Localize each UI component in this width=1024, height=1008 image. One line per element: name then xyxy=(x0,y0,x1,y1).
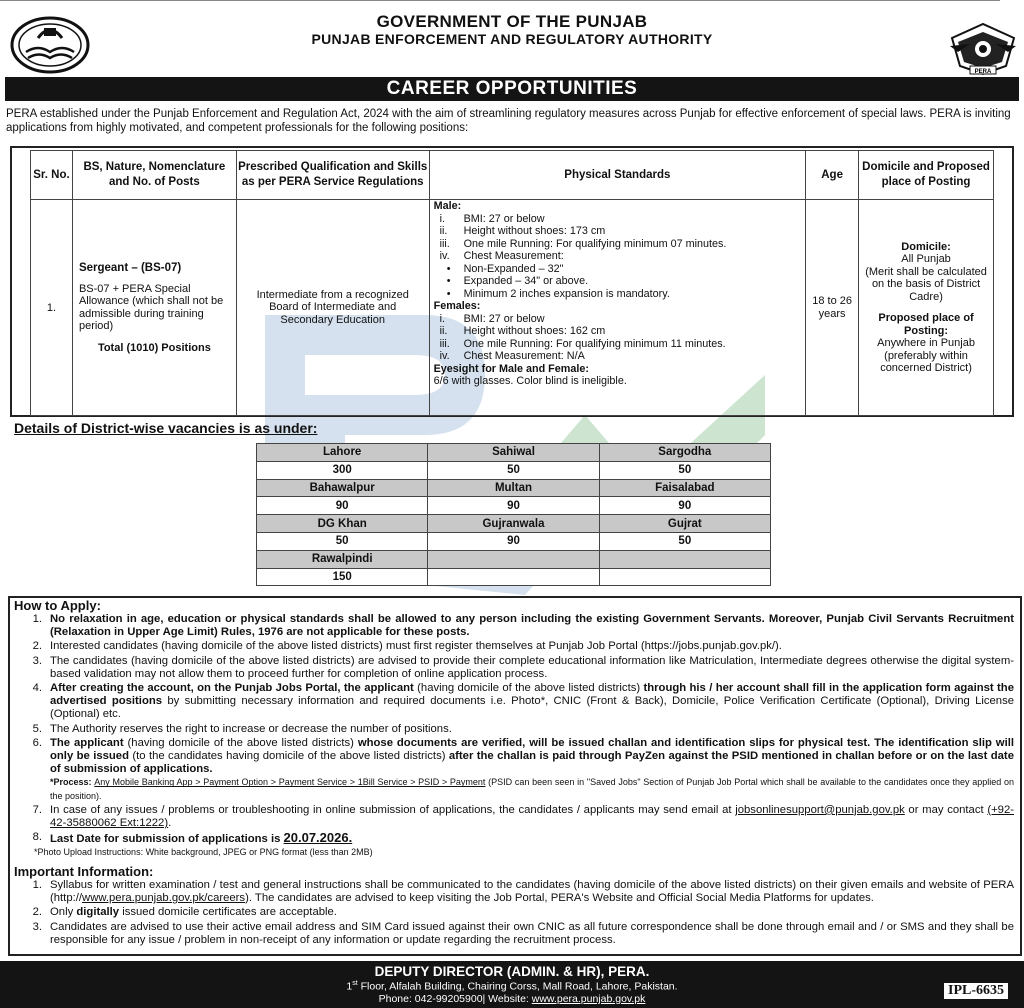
photo-upload-note: *Photo Upload Instructions: White background, JPEG or PNG format (less than 2MB) xyxy=(34,847,373,858)
domicile-text: All Punjab xyxy=(901,253,951,265)
support-phone: (+92-42-35880062 Ext:1222) xyxy=(50,803,1014,830)
district-vacancies-table xyxy=(256,443,771,586)
list-item: ii. Height without shoes: 162 cm xyxy=(439,325,606,337)
last-date: 20.07.2026. xyxy=(283,830,353,846)
list-item: 8. Last Date for submission of applications is 20.07.2026. xyxy=(32,830,353,846)
header-domicile: Domicile and Proposed place of Posting xyxy=(859,151,994,200)
top-rule xyxy=(0,0,1000,6)
list-item: iii. One mile Running: For qualifying minimum 11 minutes. xyxy=(439,337,726,350)
how-to-apply-list xyxy=(14,613,1014,858)
list-item: iv. Chest Measurement: xyxy=(439,250,564,262)
list-item: 3. Candidates are advised to use their active email address and SIM Card issued against their own CNIC as all future correspondence shall be done through email and / or SMS and they shall be responsible for any issue / problem in non-receipt of any information or update regarding the recruitment process. xyxy=(32,920,1014,946)
female-heading: Females: xyxy=(433,300,481,312)
eyesight-text: 6/6 with glasses. Color blind is ineligible. xyxy=(433,375,627,387)
positions-header-row xyxy=(31,151,994,200)
authority-title: PUNJAB ENFORCEMENT AND REGULATORY AUTHORITY xyxy=(311,31,713,47)
list-item: 7. In case of any issues / problems or troubleshooting in online submission of applications, the candidates / applicants may send email at jobsonlinesupport@punjab.gov.pk or may contact (+92-42-35880062 Ext:1222). xyxy=(32,803,1014,830)
list-item: i. BMI: 27 or below xyxy=(439,212,545,225)
table-row xyxy=(31,200,994,416)
posting-heading: Proposed place of Posting: xyxy=(878,312,974,337)
list-item: iv. Chest Measurement: N/A xyxy=(439,350,585,362)
domicile-heading: Domicile: xyxy=(901,240,951,253)
footer-address: 1st Floor, Alfalah Building, Chairing Corss, Mall Road, Lahore, Pakistan. xyxy=(346,980,678,993)
footer xyxy=(0,961,1024,1008)
pera-logo-text: PERA xyxy=(974,69,992,75)
header-sr-no: Sr. No. xyxy=(31,151,73,200)
list-item: i. BMI: 27 or below xyxy=(439,312,545,325)
table-row: 150 xyxy=(257,568,771,586)
age-cell: 18 to 26 years xyxy=(806,200,859,416)
ipl-code: IPL-6635 xyxy=(944,983,1008,999)
posting-text: Anywhere in Punjab (preferably within concerned District) xyxy=(877,337,975,374)
how-to-apply-heading: How to Apply: xyxy=(14,598,101,613)
list-item: ii. Height without shoes: 173 cm xyxy=(439,225,606,237)
table-row: DG Khan Gujranwala Gujrat xyxy=(257,515,771,533)
table-row: Bahawalpur Multan Faisalabad xyxy=(257,479,771,497)
post-total: Total (1010) Positions xyxy=(97,341,211,354)
merit-note: (Merit shall be calculated on the basis of District Cadre) xyxy=(865,265,987,303)
district-vacancies-title: Details of District-wise vacancies is as under: xyxy=(14,420,318,436)
important-info-list xyxy=(14,879,1014,948)
header-physical-standards: Physical Standards xyxy=(429,151,806,200)
list-item: 5. The Authority reserves the right to increase or decrease the number of positions. xyxy=(32,722,452,735)
list-item: 6. The applicant (having domicile of the above listed districts) whose documents are verified, will be issued challan and identification slips for physical test. The identification slip will only be issued (to the candidates having domicile of the above listed districts) after the challan is paid through PayZen against the PSID mentioned in challan before or on the last date of submission of applications. *Process: Any Mobile Banking App > Payment Option > Payment Service > 1Bill Service > PSID > Payment (PSID can been seen in "Saved Jobs" Section of Punjab Job Portal which shall be available to the candidates once they applied on the position). xyxy=(32,736,1015,801)
male-heading: Male: xyxy=(433,200,462,212)
website-link[interactable]: www.pera.punjab.gov.pk xyxy=(531,993,646,1005)
list-item: 2. Interested candidates (having domicile of the above listed districts) must first register themselves at Punjab Job Portal (https://jobs.punjab.gov.pk/). xyxy=(32,640,782,653)
list-item: • Non-Expanded – 32" xyxy=(446,262,564,275)
careers-link[interactable]: www.pera.punjab.gov.pk/careers xyxy=(82,892,246,905)
header-age: Age xyxy=(806,151,859,200)
qualification-cell: Intermediate from a recognized Board of Intermediate and Secondary Education xyxy=(236,200,429,416)
eyesight-heading: Eyesight for Male and Female: xyxy=(433,362,589,375)
table-row: 300 50 50 xyxy=(257,461,771,479)
government-title: GOVERNMENT OF THE PUNJAB xyxy=(376,12,648,31)
domicile-cell xyxy=(859,200,994,416)
footer-title: DEPUTY DIRECTOR (ADMIN. & HR), PERA. xyxy=(374,964,650,979)
post-title: Sergeant – (BS-07) xyxy=(78,261,182,274)
intro-paragraph: PERA established under the Punjab Enforcement and Regulation Act, 2024 with the aim of streamlining regulatory measures across Punjab for effective enforcement of special laws. PERA is inviting applications from highly motivated, and competent professionals for the following positions: xyxy=(6,108,1011,134)
list-item: • Minimum 2 inches expansion is mandatory. xyxy=(446,287,670,300)
post-description: BS-07 + PERA Special Allowance (which shall not be admissible during training period) xyxy=(78,282,224,332)
table-row: Rawalpindi xyxy=(257,550,771,568)
table-row: 50 90 50 xyxy=(257,532,771,550)
table-row: Lahore Sahiwal Sargodha xyxy=(257,444,771,462)
post-cell xyxy=(72,200,236,416)
physical-standards-cell xyxy=(429,200,806,416)
list-item: 4. After creating the account, on the Punjab Jobs Portal, the applicant (having domicile of the above listed districts) through his / her account shall fill in the application form against the advertised positions by submitting necessary information and required documents i.e. Photo*, CNIC (Front & Back), Domicile, Police Verification Certificate (Optional), Driving License (Optional) etc. xyxy=(32,682,1015,721)
list-item: 3. The candidates (having domicile of the above listed districts) are advised to provide their complete educational information like Matriculation, Intermediate degrees otherwise the digital system-based validation may not allow them to proceed further for completion of online application process. xyxy=(32,654,1014,680)
support-email-link[interactable]: jobsonlinesupport@punjab.gov.pk xyxy=(735,803,905,816)
important-info-heading: Important Information: xyxy=(14,864,154,879)
header-qualification: Prescribed Qualification and Skills as per PERA Service Regulations xyxy=(236,151,429,200)
row-sr-no: 1. xyxy=(31,200,73,416)
list-item: • Expanded – 34" or above. xyxy=(446,275,589,287)
table-row: 90 90 90 xyxy=(257,497,771,515)
header-bs-nature: BS, Nature, Nomenclature and No. of Posts xyxy=(72,151,236,200)
list-item: 2. Only digitally issued domicile certificates are acceptable. xyxy=(32,906,337,919)
positions-table xyxy=(30,150,994,416)
list-item: 1. No relaxation in age, education or physical standards shall be allowed to any person including the existing Government Servants. Moreover, Punjab Civil Servants Recruitment (Relaxation in Upper Age Limit) Rules, 1976 are not applicable for these posts. xyxy=(32,613,1014,639)
list-item: 1. Syllabus for written examination / test and general instructions shall be communicated to the candidates (having domicile of the above listed districts) on their given emails and website of PERA (http://www.pera.punjab.gov.pk/careers). The candidates are advised to keep visiting the Job Portal, PERA's Website and Official Social Media Platforms for updates. xyxy=(32,879,1014,905)
list-item: iii. One mile Running: For qualifying minimum 07 minutes. xyxy=(439,237,727,250)
footer-contact: Phone: 042-99205900| Website: www.pera.punjab.gov.pk xyxy=(378,993,646,1005)
career-banner: CAREER OPPORTUNITIES xyxy=(5,77,1019,101)
